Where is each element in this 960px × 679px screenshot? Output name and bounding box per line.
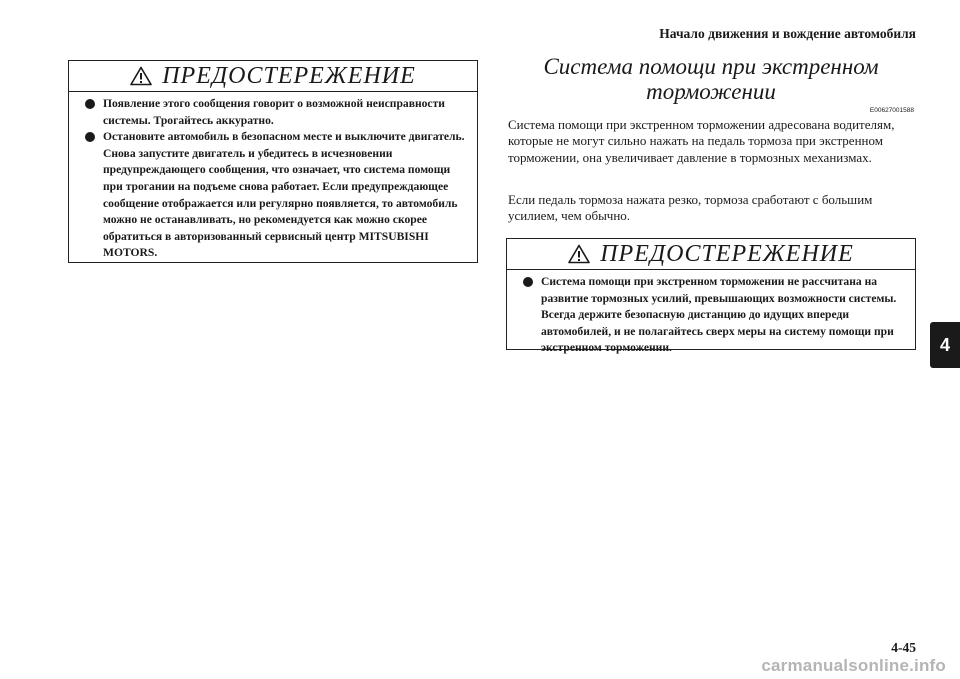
warning-body	[507, 270, 915, 357]
bullet-icon	[523, 277, 533, 287]
warning-title: ПРЕДОСТЕРЕЖЕНИЕ	[162, 63, 416, 89]
chapter-tab	[930, 322, 960, 368]
watermark-text: carmanualsonline.info	[761, 656, 946, 675]
warning-item	[85, 96, 467, 129]
warning-item-text: Остановите автомобиль в безопасном месте и выключите двигатель. Снова запустите двигатель и убедитесь в исчезновении предупреждающего сообщения, что означает, что система помощи при трогании на подъеме снова работает. Если предупреждающее сообщение отображается или регулярно появляется, то автомобиль можно не останавливать, но рекомендуется как можно скорее обратиться в авторизованный сервисный центр MITSUBISHI MOTORS.	[103, 130, 465, 260]
running-header: Начало движения и вождение автомобиля	[659, 26, 916, 41]
page-number: 4-45	[891, 640, 916, 655]
section-code: E00627001588	[869, 107, 914, 114]
bullet-icon	[85, 132, 95, 142]
warning-body	[69, 92, 477, 262]
body-paragraph: Система помощи при экстренном торможении адресована водителям, которые не могут сильно нажать на педаль тормоза при экстренном торможении, она увеличивает давление в тормозных механизмах.	[508, 117, 895, 165]
section-title: Система помощи при экстренном торможении	[543, 54, 879, 104]
warning-item-text: Система помощи при экстренном торможении не рассчитана на развитие тормозных усилий, превышающих возможности системы. Всегда держите безопасную дистанцию до идущих впереди автомобилей, и не полагайтесь сверх меры на систему помощи при экстренном торможении.	[541, 275, 897, 355]
warning-box-left	[68, 60, 478, 263]
warning-header	[69, 61, 477, 92]
warning-item	[523, 274, 905, 357]
chapter-number: 4	[939, 334, 950, 355]
warning-box-right	[506, 238, 916, 355]
warning-triangle-icon	[568, 244, 590, 264]
bullet-icon	[85, 99, 95, 109]
warning-title: ПРЕДОСТЕРЕЖЕНИЕ	[600, 241, 854, 267]
warning-triangle-icon	[130, 66, 152, 86]
body-paragraph: Если педаль тормоза нажата резко, тормоза сработают с большим усилием, чем обычно.	[508, 192, 873, 224]
warning-header	[507, 239, 915, 270]
warning-item-text: Появление этого сообщения говорит о возможной неисправности системы. Трогайтесь аккуратно.	[103, 97, 445, 127]
warning-item	[85, 129, 467, 262]
